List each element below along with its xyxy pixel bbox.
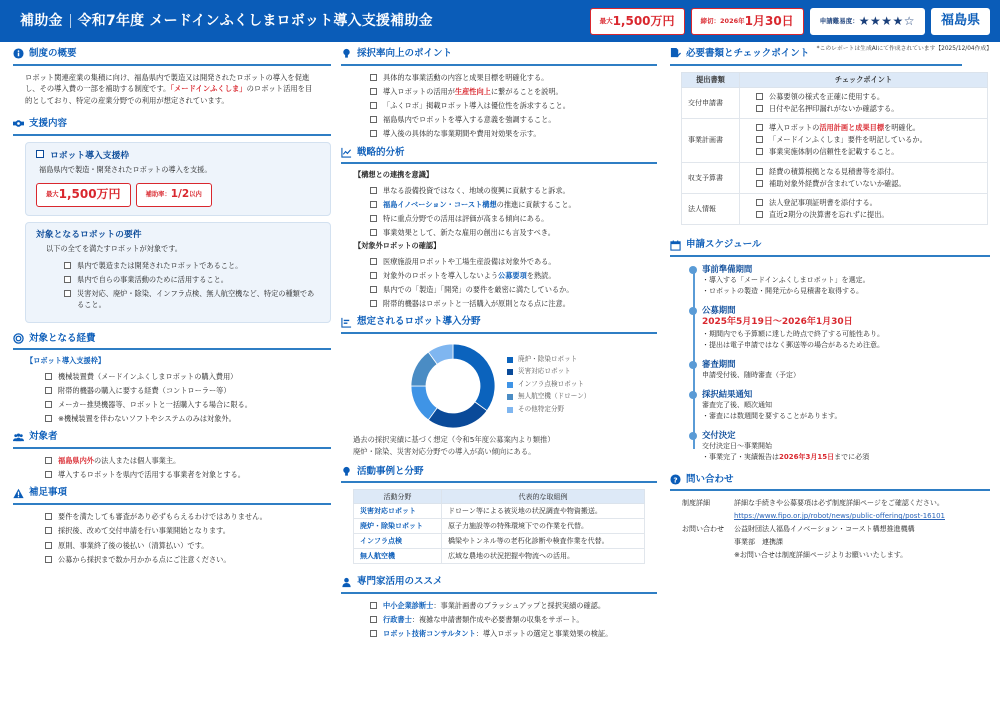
bar-chart-icon	[341, 317, 352, 328]
list-item: 要件を満たしても審査があり必ずもらえるわけではありません。	[45, 511, 331, 522]
list-item: ※機械装置を伴わないソフトやシステムのみは対象外。	[45, 413, 331, 424]
timeline-step: 審査期間 申請受付後、随時審査（予定）	[702, 358, 990, 381]
max-amount-pill: 最大 1,500万円	[36, 183, 131, 207]
checkbox-icon	[756, 199, 763, 206]
timeline-step: 公募期間 2025年5月19日〜2026年1月30日 ・期間内でも予算額に達した時点で終了する可能性あり。 ・提出は電子申請ではなく郵送等の場合があるため注意。	[702, 304, 990, 351]
donut-chart-graphic	[409, 342, 497, 430]
list-item: 具体的な事業活動の内容と成果目標を明確化する。	[370, 72, 657, 83]
prefecture-badge: 福島県	[931, 8, 990, 35]
timeline-dot-icon	[689, 307, 697, 315]
checkbox-icon	[370, 102, 377, 109]
list-item: 単なる設備投資ではなく、地域の復興に貢献すると訴求。	[370, 185, 657, 196]
section-expenses-heading: 対象となる経費	[13, 329, 331, 351]
section-schedule-heading: 申請スケジュール	[670, 235, 990, 257]
checkbox-icon	[45, 457, 52, 464]
section-overview-heading: 制度の概要	[13, 44, 331, 66]
summary-badges	[590, 8, 990, 35]
person-icon	[341, 577, 352, 588]
contact-info: 制度詳細 詳細な手続きや公募要項は必ず制度詳細ページをご確認ください。 https://www.fipo.or.jp/robot/news/public-offering/post-16101 お問い合わせ 公益財団法人福島イノベーション・コースト構想推進機構 事業部 連携課 ※お問い合せは制度詳細ページよりお願いいたします。	[682, 499, 945, 560]
donut-segment	[453, 344, 495, 411]
table-row: 法人情報 法人登記事項証明書を添付する。 直近2期分の決算書を忘れずに提出。	[682, 193, 988, 224]
legend-swatch-icon	[507, 382, 513, 388]
section-contact-heading: ? 問い合わせ	[670, 470, 990, 492]
list-item: 福島県内でロボットを導入する意義を強調すること。	[370, 114, 657, 125]
list-item: 公募から採択まで数か月かかる点にご注意ください。	[45, 554, 331, 565]
list-item: 採択後、改めて交付申請を行い事業開始となります。	[45, 525, 331, 536]
list-item: 特に重点分野での活用は評価が高まる傾向にある。	[370, 213, 657, 224]
list-item: 導入ロボットの活用が生産性向上に繋がることを説明。	[370, 86, 657, 97]
timeline-dot-icon	[689, 432, 697, 440]
checkbox-icon	[756, 105, 763, 112]
checkbox-icon	[64, 262, 71, 269]
svg-text:?: ?	[673, 475, 678, 485]
list-item: 対象外のロボットを導入しないよう公募要項を熟読。	[370, 270, 657, 281]
legend-item: 無人航空機（ドローン）	[507, 392, 590, 402]
checkbox-icon	[756, 180, 763, 187]
lightbulb-icon	[341, 466, 352, 477]
handshake-icon	[13, 118, 24, 129]
section-experts-heading: 専門家活用のススメ	[341, 572, 657, 594]
timeline-step: 交付決定 交付決定日〜事業開始 ・事業完了・実績報告は2026年3月15日までに必須	[702, 429, 990, 463]
list-item: 医療施設用ロボットや工場生産設備は対象外である。	[370, 256, 657, 267]
chart-legend	[507, 355, 590, 418]
list-item: 県内で製造または開発されたロボットであること。	[64, 260, 320, 271]
list-item: 導入するロボットを県内で活用する事業者を対象とする。	[45, 469, 331, 480]
list-item: メーカー推奨機器等、ロボットと一括購入する場合に限る。	[45, 399, 331, 410]
checkbox-icon	[370, 258, 377, 265]
star-rating-icon: ★★★★☆	[858, 13, 915, 28]
checkbox-icon	[756, 148, 763, 155]
list-item: 附帯的機器はロボットと一括購入が原則となる点に注意。	[370, 298, 657, 309]
checkbox-icon	[370, 215, 377, 222]
list-item: 導入後の具体的な事業期間や費用対効果を示す。	[370, 128, 657, 139]
list-item: 「ふくロボ」掲載ロボット導入は優位性を訴求すること。	[370, 100, 657, 111]
checkbox-icon	[45, 513, 52, 520]
question-icon	[670, 474, 681, 485]
section-eligible-heading: 対象者	[13, 427, 331, 449]
timeline-step: 事前準備期間 ・導入する「メードインふくしまロボット」を選定。 ・ロボットの製造・開発元から見積書を取得する。	[702, 263, 990, 297]
line-chart-icon	[341, 147, 352, 158]
checkbox-icon	[370, 300, 377, 307]
warning-icon	[13, 488, 24, 499]
list-item: 中小企業診断士：事業計画書のブラッシュアップと採択実績の確認。	[370, 600, 657, 611]
subsidy-title: 令和7年度 メードインふくしまロボット導入支援補助金	[77, 12, 433, 29]
max-amount-badge: 最大 1,500万円	[590, 8, 685, 35]
list-item: 原則、事業終了後の後払い（清算払い）です。	[45, 540, 331, 551]
checkbox-icon	[756, 168, 763, 175]
checkbox-icon	[370, 201, 377, 208]
section-notes-heading: 補足事項	[13, 483, 331, 505]
checkbox-icon	[370, 229, 377, 236]
page-header	[0, 0, 1000, 42]
checkbox-icon	[45, 542, 52, 549]
overview-text: ロボット関連産業の集積に向け、福島県内で製造又は開発されたロボットの導入を促進し、その導入費の一部を補助する制度です。「メードインふくしま」のロボット活用を目的としており、特定の産業分野での利用が想定されています。	[25, 72, 313, 106]
timeline-step: 採択結果通知 審査完了後、順次通知 ・審査には数週間を要することがあります。	[702, 388, 990, 422]
program-details-link[interactable]: https://www.fipo.or.jp/robot/news/public-offering/post-16101	[734, 512, 945, 521]
checkbox-icon	[45, 556, 52, 563]
table-row: インフラ点検 橋梁やトンネル等の老朽化診断や検査作業を代替。	[354, 534, 645, 549]
list-item: 行政書士：複雑な申請書類作成や必要書類の収集をサポート。	[370, 614, 657, 625]
table-row: 廃炉・除染ロボット 原子力施設等の特殊環境下での作業を代替。	[354, 519, 645, 534]
legend-item: 災害対応ロボット	[507, 367, 590, 377]
checkbox-icon	[36, 150, 44, 158]
timeline-line	[693, 269, 695, 449]
schedule-timeline	[690, 263, 990, 463]
donut-chart	[341, 340, 657, 432]
difficulty-badge: 申請難易度： ★★★★☆	[810, 8, 925, 35]
section-strategy-heading: 戦略的分析	[341, 143, 657, 165]
list-item: 災害対応、廃炉・除染、インフラ点検、無人航空機など、特定の種類であること。	[64, 288, 320, 310]
list-item: 県内での「製造」「開発」の要件を厳密に満たしているか。	[370, 284, 657, 295]
checkbox-icon	[45, 527, 52, 534]
table-row: 収支予算書 経費の積算根拠となる見積書等を添付。 補助対象外経費が含まれていないか確認。	[682, 162, 988, 193]
checkbox-icon	[370, 88, 377, 95]
checkbox-icon	[45, 373, 52, 380]
file-edit-icon	[670, 48, 681, 59]
calendar-icon	[670, 240, 681, 251]
checkbox-icon	[370, 286, 377, 293]
section-documents-heading: 必要書類とチェックポイント	[670, 44, 962, 66]
requirements-title: 対象となるロボットの要件	[36, 229, 142, 240]
table-row: 無人航空機 広域な農地の状況把握や物流への活用。	[354, 549, 645, 564]
legend-item: その他特定分野	[507, 405, 590, 415]
title-divider	[70, 14, 71, 28]
checkbox-icon	[756, 124, 763, 131]
info-icon	[13, 48, 24, 59]
timeline-dot-icon	[689, 266, 697, 274]
checkbox-icon	[64, 276, 71, 283]
list-item: 県内で自らの事業活動のために活用すること。	[64, 274, 320, 285]
section-support-heading: 支援内容	[13, 114, 331, 136]
left-column: 制度の概要 ロボット関連産業の集積に向け、福島県内で製造又は開発されたロボットの導入を促進し、その導入費の一部を補助する制度です。「メードインふくしま」のロボット活用を目的としており、特定の産業分野での利用が想定されています。 支援内容 ロボット導入支援枠 福島県内で製造・開発されたロボットの導入を支援。 最大 1,500万円 補助率： 1/2 以内 対象となるロボットの要件 以下の全てを満たすロボットが対象です。 県内で製造または開発されたロボットであること。 県内で自らの事業活動のために活用すること。 災害対応、廃炉・除染、インフラ点検、無人航空機など、特定の種類であること。 対象となる経費 【ロボット導入支援枠】 機械装置費（メードインふくしまロボットの購入費用） 附帯的機器の購入に要する経費（コントローラー等） メーカー推奨機器等、ロボットと一括購入する場合に限る。 ※機械装置を伴わないソフトやシステムのみは対象外。 対象者 福島県内外の法人または個人事業主。 導入するロボットを県内で活用する事業者を対象とする。 補足事項 要件を満たしても審査があり必ずもらえるわけではありません。 採択後、改めて交付申請を行い事業開始となります。 原則、事業終了後の後払い（清算払い）です。 公募から採択まで数か月かかる点にご注意ください。	[13, 44, 331, 568]
legend-item: インフラ点検ロボット	[507, 380, 590, 390]
checkbox-icon	[45, 401, 52, 408]
target-icon	[13, 333, 24, 344]
chart-note: 過去の採択実績に基づく想定（令和5年度公募案内より類推） 廃炉・除染、災害対応分野での導入が高い傾向にある。	[353, 435, 555, 456]
table-row: 交付申請書 公募要領の様式を正確に使用する。 日付や記名押印漏れがないか確認する。	[682, 87, 988, 118]
timeline-dot-icon	[689, 361, 697, 369]
list-item: 機械装置費（メードインふくしまロボットの購入費用）	[45, 371, 331, 382]
checkbox-icon	[370, 130, 377, 137]
section-tips-heading: 採択率向上のポイント	[341, 44, 657, 66]
legend-item: 廃炉・除染ロボット	[507, 355, 590, 365]
middle-column: 採択率向上のポイント 具体的な事業活動の内容と成果目標を明確化する。 導入ロボットの活用が生産性向上に繋がることを説明。 「ふくロボ」掲載ロボット導入は優位性を訴求すること。 福島県内でロボットを導入する意義を強調すること。 導入後の具体的な事業期間や費用対効果を示す。 戦略的分析 【構想との連携を意識】 単なる設備投資ではなく、地域の復興に貢献すると訴求。 福島イノベーション・コースト構想の推進に貢献すること。 特に重点分野での活用は評価が高まる傾向にある。 事業効果として、新たな雇用の創出にも言及すべき。 【対象外ロボットの確認】 医療施設用ロボットや工場生産設備は対象外である。 対象外のロボットを導入しないよう公募要項を熟読。 県内での「製造」「開発」の要件を厳密に満たしているか。 附帯的機器はロボットと一括購入が原則となる点に注意。 想定されるロボット導入分野 廃炉・除染ロボット 災害対応ロボット インフラ点検ロボット 無人航空機（ドローン） その他特定分野 過去の採択実績に基づく想定（令和5年度公募案内より類推） 廃炉・除染、災害対応分野での導入が高い傾向にある。 活動事例と分野 活動分野 代表的な取組例 災害対応ロボット ドローン等による被災地の状況調査や物資搬送。 廃炉・除染ロボット 原子力施設等の特殊環境下での作業を代替。 インフラ点検 橋梁やトンネル等の老朽化診断や検査作業を代替。 無人航空機 広域な農地の状況把握や物流への活用。 専門家活用のススメ 中小企業診断士：事業計画書のブラッシュアップと採択実績の確認。 行政書士：複雑な申請書類作成や必要書類の収集をサポート。 ロボット技術コンサルタント：導入ロボットの選定と事業効果の検証。	[341, 44, 657, 643]
activities-table: 活動分野 代表的な取組例 災害対応ロボット ドローン等による被災地の状況調査や物資搬送。 廃炉・除染ロボット 原子力施設等の特殊環境下での作業を代替。 インフラ点検 橋梁やトンネル等の老朽化診断や検査作業を代替。 無人航空機 広域な農地の状況把握や物流への活用。	[353, 489, 645, 564]
legend-swatch-icon	[507, 394, 513, 400]
checkbox-icon	[370, 74, 377, 81]
legend-swatch-icon	[507, 369, 513, 375]
lightbulb-icon	[341, 48, 352, 59]
right-column	[670, 44, 990, 562]
frame-description: 福島県内で製造・開発されたロボットの導入を支援。	[39, 165, 212, 175]
donut-segment	[428, 402, 487, 428]
section-activities-heading: 活動事例と分野	[341, 462, 657, 484]
legend-swatch-icon	[507, 357, 513, 363]
checkbox-icon	[370, 602, 377, 609]
checkbox-icon	[45, 471, 52, 478]
ai-report-note: *このレポートは生成AIにて作成されています【2025/12/04作成】	[816, 46, 992, 52]
checkbox-icon	[370, 272, 377, 279]
checkbox-icon	[64, 290, 71, 297]
checkbox-icon	[370, 616, 377, 623]
list-item: 附帯的機器の購入に要する経費（コントローラー等）	[45, 385, 331, 396]
frame-title: ロボット導入支援枠	[36, 149, 320, 163]
robot-support-frame-box	[25, 142, 331, 216]
section-chart-heading: 想定されるロボット導入分野	[341, 312, 657, 334]
users-icon	[13, 432, 24, 443]
list-item: 事業効果として、新たな雇用の創出にも言及すべき。	[370, 227, 657, 238]
category-label: 補助金	[20, 12, 63, 29]
table-row: 事業計画書 導入ロボットの活用計画と成果目標を明確化。 「メードインふくしま」要件を明記しているか。 事業実施体制の信頼性を記載すること。	[682, 119, 988, 162]
checkbox-icon	[370, 187, 377, 194]
list-item: ロボット技術コンサルタント：導入ロボットの選定と事業効果の検証。	[370, 628, 657, 639]
checkbox-icon	[45, 415, 52, 422]
subsidy-rate-pill: 補助率： 1/2 以内	[136, 183, 212, 207]
checkbox-icon	[756, 211, 763, 218]
documents-table: 提出書類 チェックポイント 交付申請書 公募要領の様式を正確に使用する。 日付や記名押印漏れがないか確認する。 事業計画書 導入ロボットの活用計画と成果目標を明確化。 「メードインふくしま」要件を明記しているか。 事業実施体制の信頼性を記載すること。 収支予算書 経費の積算根拠となる見積書等を添付。 補助対象外経費が含まれていないか確認。 法人情報 法人登記事項証明書を添付する。 直近2期分の決算書を忘れずに提出。	[681, 72, 988, 225]
timeline-dot-icon	[689, 391, 697, 399]
checkbox-icon	[756, 136, 763, 143]
page-title	[20, 11, 433, 31]
checkbox-icon	[370, 116, 377, 123]
list-item: 福島イノベーション・コースト構想の推進に貢献すること。	[370, 199, 657, 210]
checkbox-icon	[370, 630, 377, 637]
deadline-badge: 締切：2026年 1月30日	[691, 8, 804, 35]
list-item: 福島県内外の法人または個人事業主。	[45, 455, 331, 466]
table-row: 災害対応ロボット ドローン等による被災地の状況調査や物資搬送。	[354, 504, 645, 519]
legend-swatch-icon	[507, 407, 513, 413]
checkbox-icon	[45, 387, 52, 394]
robot-requirements-box: 対象となるロボットの要件 以下の全てを満たすロボットが対象です。 県内で製造または開発されたロボットであること。 県内で自らの事業活動のために活用すること。 災害対応、廃炉・除染、インフラ点検、無人航空機など、特定の種類であること。	[25, 222, 331, 323]
checkbox-icon	[756, 93, 763, 100]
